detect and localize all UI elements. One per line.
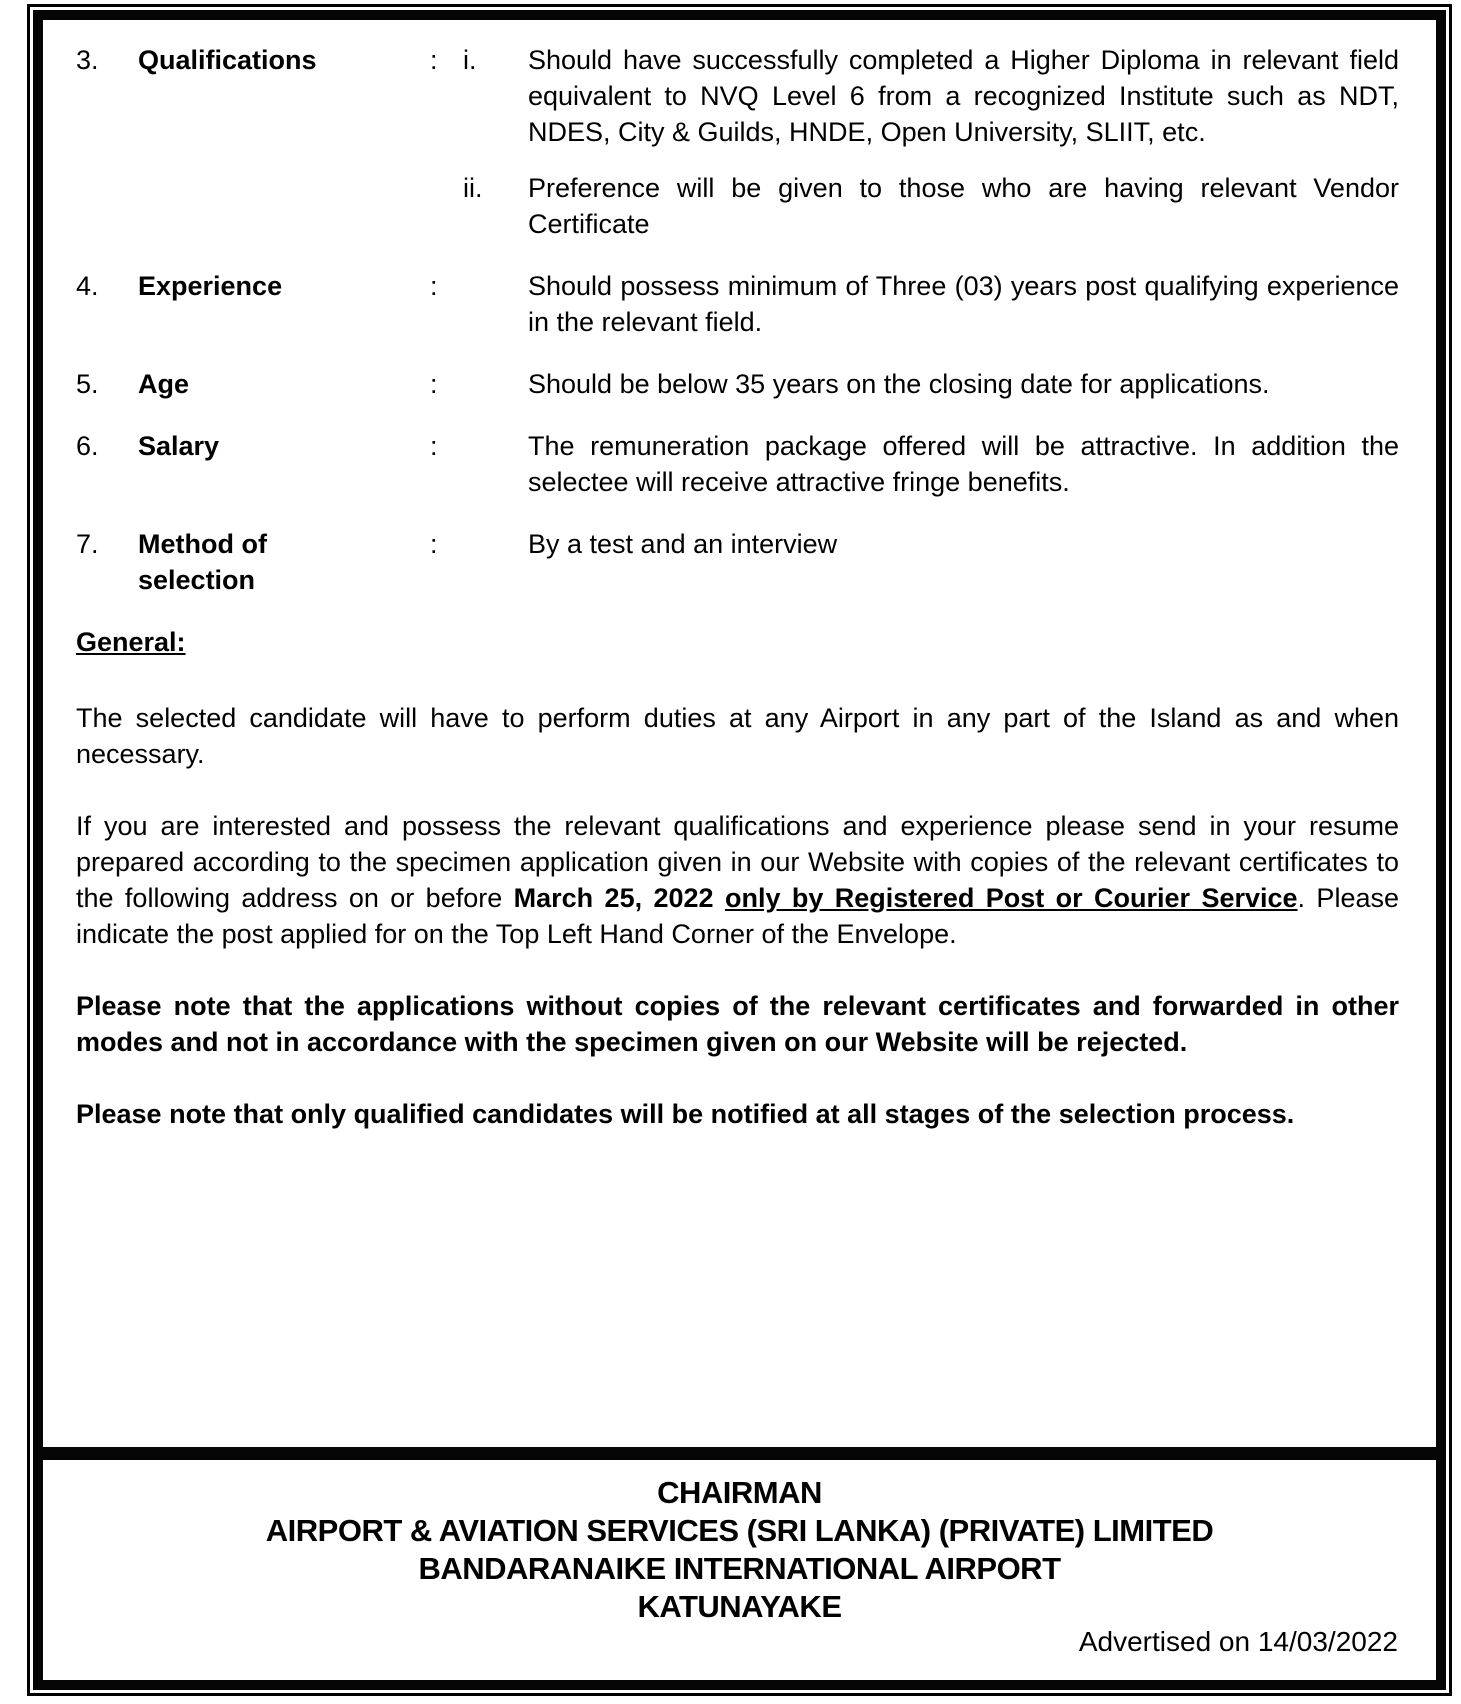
item-number: 7. [76,529,99,559]
paragraph-application-instructions [76,808,1399,952]
paragraph-notification-notice: Please note that only qualified candidates will be notified at all stages of the selection process. [76,1099,1295,1129]
sub-item-text-i: Should have successfully completed a Higher Diploma in relevant field equivalent to NVQ Level 6 from a recognized Institute such as NDT, NDES, City & Guilds, HNDE, Open University, SLIIT, etc. [528,45,1399,147]
item-text: Should be below 35 years on the closing date for applications. [528,369,1270,399]
footer-section [43,1460,1436,1680]
sub-item-text-ii: Preference will be given to those who are having relevant Vendor Certificate [528,173,1399,239]
item-label: Qualifications [138,45,317,75]
closing-date: March 25, 2022 [513,883,725,913]
item-label: Salary [138,431,220,461]
page-outer-border [27,4,1452,1696]
item-text: By a test and an interview [528,529,838,559]
paragraph-rejection-notice: Please note that the applications without copies of the relevant certificates and forwarded in other modes and not in accordance with the specimen given on our Website will be rejected. [76,991,1399,1057]
section-divider [43,1447,1436,1460]
delivery-method: only by Registered Post or Courier Service [724,883,1298,913]
sub-item-marker-ii: ii. [463,173,483,203]
envelope-instruction: . Please indicate the post applied for on the Top Left Hand Corner of the Envelope. [76,883,1399,949]
advertised-date: Advertised on 14/03/2022 [1078,1626,1398,1657]
item-colon: : [430,431,438,461]
footer-company-name: AIRPORT & AVIATION SERVICES (SRI LANKA) (PRIVATE) LIMITED [265,1513,1214,1548]
item-salary [76,428,1399,500]
item-number: 4. [76,271,99,301]
item-text: Should possess minimum of Three (03) years post qualifying experience in the relevant field. [528,271,1399,337]
item-number: 3. [76,45,99,75]
footer-city: KATUNAYAKE [637,1589,842,1624]
item-label: Experience [138,271,283,301]
item-number: 5. [76,369,99,399]
application-text: If you are interested and possess the relevant qualifications and experience please send in your resume prepared according to the specimen application given in our Website with copies of the relevant certificates to the following address on or before [76,811,1399,913]
item-label: Age [138,369,190,399]
sub-item-marker-i: i. [463,45,477,75]
footer-airport-name: BANDARANAIKE INTERNATIONAL AIRPORT [418,1551,1061,1586]
item-number: 6. [76,431,99,461]
page-inner-border [33,10,1446,1690]
footer-chairman: CHAIRMAN [657,1475,822,1510]
item-experience [76,268,1399,340]
item-label: Method of selection [138,529,267,595]
item-qualifications [76,42,1399,242]
item-colon: : [430,271,438,301]
item-colon: : [430,369,438,399]
item-colon: : [430,45,438,75]
item-colon: : [430,529,438,559]
main-section [43,20,1436,1447]
item-method-of-selection [76,526,1399,598]
item-text: The remuneration package offered will be attractive. In addition the selectee will receive attractive fringe benefits. [528,431,1399,497]
general-heading: General: [76,627,186,657]
paragraph-duties: The selected candidate will have to perform duties at any Airport in any part of the Island as and when necessary. [76,703,1399,769]
item-age [76,366,1399,402]
